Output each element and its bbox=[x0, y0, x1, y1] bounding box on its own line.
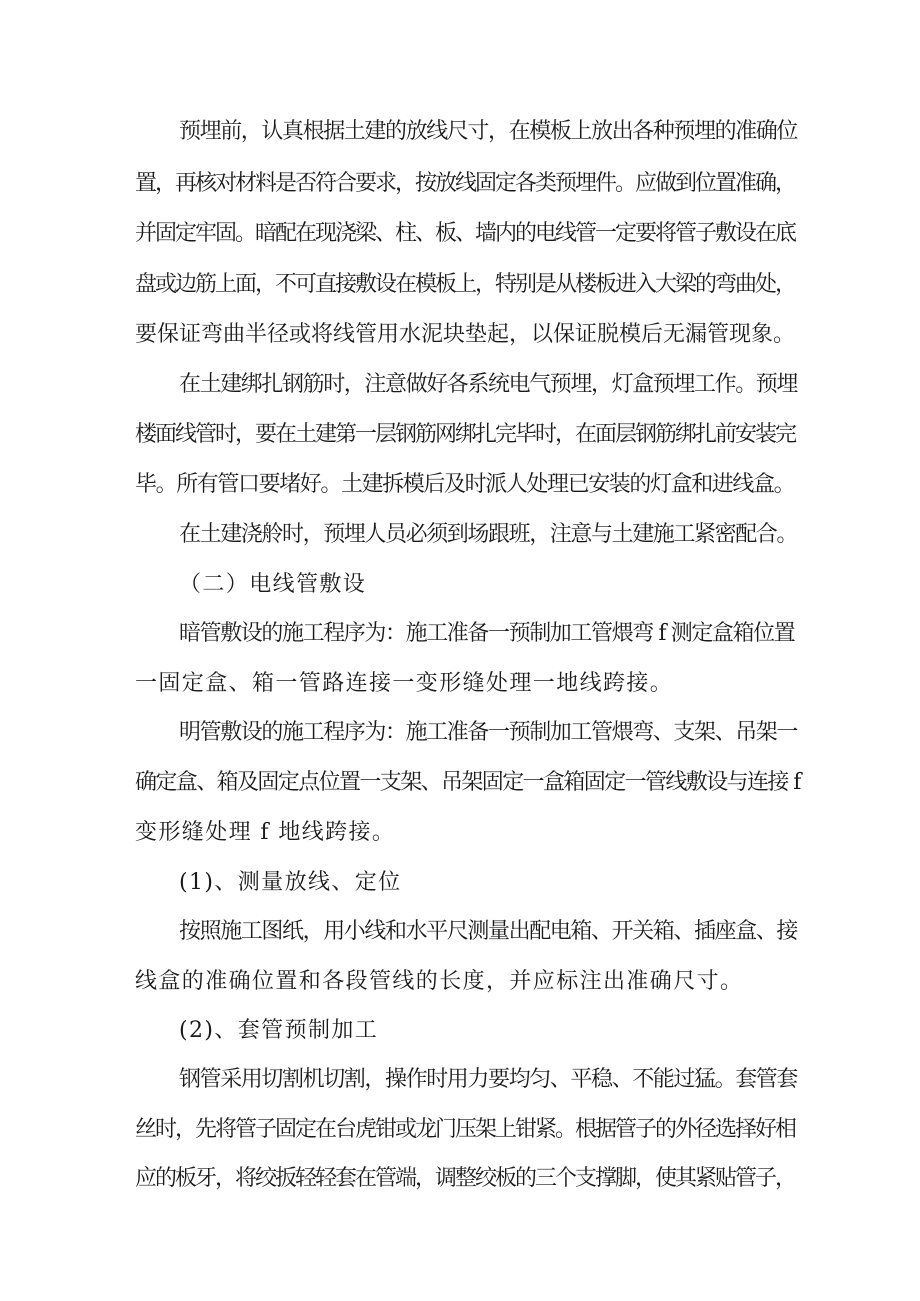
paragraph-line: 应的板牙，将绞扳轻轻套在管端，调整绞板的三个支撑脚，使其紧贴管子， bbox=[135, 1166, 796, 1191]
paragraph-line: 暗管敷设的施工程序为：施工准备一预制加工管煨弯 f 测定盒箱位置 bbox=[179, 621, 795, 646]
paragraph-line: 在土建浇舲时，预埋人员必须到场跟班，注意与土建施工紧密配合。 bbox=[179, 522, 798, 547]
subsection-heading: (1)、测量放线、定位 bbox=[179, 870, 402, 895]
paragraph-line: 按照施工图纸，用小线和水平尺测量出配电箱、开关箱、插座盒、接 bbox=[179, 919, 798, 944]
paragraph-line: 盘或边筋上面，不可直接敷设在模板上，特别是从楼板进入大梁的弯曲处， bbox=[135, 272, 796, 297]
paragraph-line: 置，再核对材料是否符合要求，按放线固定各类预埋件。应做到位置准确， bbox=[135, 171, 796, 196]
paragraph-line: 钢管采用切割机切割，操作时用力要均匀、平稳、不能过猛。套管套 bbox=[179, 1067, 798, 1092]
paragraph-line: 毕。所有管口要堵好。土建拆模后及时派人处理已安装的灯盒和进线盒。 bbox=[135, 472, 795, 497]
paragraph-line: 丝时，先将管子固定在台虎钳或龙门压架上钳紧。根据管子的外径选择好相 bbox=[135, 1117, 796, 1142]
paragraph-line: 线盒的准确位置和各段管线的长度，并应标注出准确尺寸。 bbox=[135, 969, 744, 994]
paragraph-line: 一固定盒、箱一管路连接一变形缝处理一地线跨接。 bbox=[135, 671, 674, 696]
paragraph-line: 在土建绑扎钢筋时，注意做好各系统电气预埋，灯盒预埋工作。预埋 bbox=[179, 372, 798, 397]
paragraph-line: 确定盒、箱及固定点位置一支架、吊架固定一盒箱固定一管线敷设与连接 f bbox=[135, 770, 800, 795]
paragraph-line: 变形缝处理 f 地线跨接。 bbox=[135, 820, 396, 845]
paragraph-line: 要保证弯曲半径或将线管用水泥块垫起，以保证脱模后无漏管现象。 bbox=[135, 322, 796, 347]
paragraph-line: 并固定牢固。暗配在现浇梁、柱、板、墙内的电线管一定要将管子敷设在底 bbox=[135, 221, 796, 246]
paragraph-line: 楼面线管时，要在土建第一层钢筋网绑扎完毕时，在面层钢筋绑扎前安装完 bbox=[135, 422, 796, 447]
subsection-heading: (2)、套管预制加工 bbox=[179, 1018, 379, 1043]
paragraph-line: 预埋前，认真根据土建的放线尺寸，在模板上放出各种预埋的准确位 bbox=[179, 119, 798, 144]
paragraph-line: 明管敷设的施工程序为：施工准备一预制加工管煨弯、支架、吊架一 bbox=[179, 720, 798, 745]
section-heading: （二）电线管敷设 bbox=[179, 572, 367, 597]
